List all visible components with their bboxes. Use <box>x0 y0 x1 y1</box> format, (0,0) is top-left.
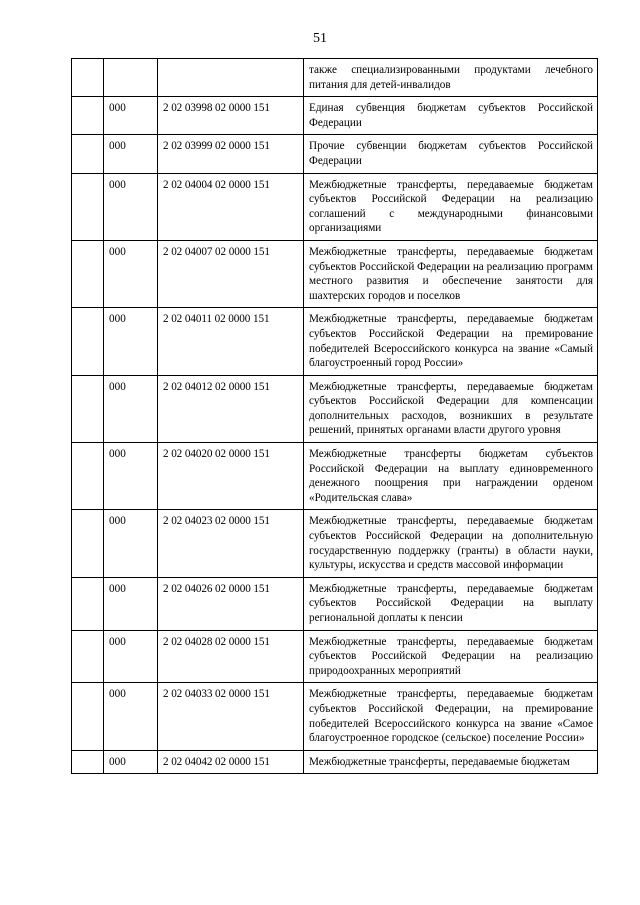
budget-code-cell <box>158 59 304 97</box>
table-row <box>72 443 598 510</box>
description-cell: Межбюджетные трансферты, передаваемые бюджетам субъектов Российской Федерации на дополнительную государственную поддержку (гранты) в области науки, культуры, искусства и средств массовой информации <box>304 510 598 577</box>
table-row <box>72 683 598 750</box>
budget-code-cell: 2 02 04020 02 0000 151 <box>158 443 304 510</box>
budget-code-cell: 2 02 04042 02 0000 151 <box>158 750 304 774</box>
budget-code-cell: 2 02 04033 02 0000 151 <box>158 683 304 750</box>
table-row <box>72 510 598 577</box>
admin-code-cell: 000 <box>104 443 158 510</box>
admin-code-cell: 000 <box>104 173 158 240</box>
description-cell: Межбюджетные трансферты, передаваемые бюджетам субъектов Российской Федерации на реализацию соглашений с международными финансовыми организациями <box>304 173 598 240</box>
table-row <box>72 135 598 173</box>
description-cell: Межбюджетные трансферты, передаваемые бюджетам субъектов Российской Федерации, на премирование победителей Всероссийского конкурса на звание «Самое благоустроенное городское (сельское) поселение России» <box>304 683 598 750</box>
empty-cell <box>72 683 104 750</box>
empty-cell <box>72 135 104 173</box>
budget-classification-table <box>71 58 598 774</box>
table-row <box>72 630 598 683</box>
budget-code-cell: 2 02 03998 02 0000 151 <box>158 97 304 135</box>
budget-code-cell: 2 02 04007 02 0000 151 <box>158 240 304 307</box>
admin-code-cell: 000 <box>104 683 158 750</box>
admin-code-cell: 000 <box>104 97 158 135</box>
table-row <box>72 308 598 375</box>
table-row <box>72 97 598 135</box>
description-cell: Межбюджетные трансферты, передаваемые бюджетам субъектов Российской Федерации на выплату региональной доплаты к пенсии <box>304 577 598 630</box>
table-body <box>72 59 598 774</box>
empty-cell <box>72 375 104 442</box>
admin-code-cell: 000 <box>104 135 158 173</box>
empty-cell <box>72 59 104 97</box>
admin-code-cell: 000 <box>104 750 158 774</box>
page-number: 51 <box>313 31 327 46</box>
table-row <box>72 59 598 97</box>
budget-code-cell: 2 02 04004 02 0000 151 <box>158 173 304 240</box>
table-row <box>72 375 598 442</box>
description-cell: Межбюджетные трансферты бюджетам субъектов Российской Федерации на выплату единовременного денежного поощрения при награждении орденом «Родительская слава» <box>304 443 598 510</box>
budget-code-cell: 2 02 04011 02 0000 151 <box>158 308 304 375</box>
budget-code-cell: 2 02 04026 02 0000 151 <box>158 577 304 630</box>
admin-code-cell: 000 <box>104 308 158 375</box>
description-cell: Единая субвенция бюджетам субъектов Российской Федерации <box>304 97 598 135</box>
table-row <box>72 577 598 630</box>
budget-code-cell: 2 02 04023 02 0000 151 <box>158 510 304 577</box>
empty-cell <box>72 443 104 510</box>
empty-cell <box>72 240 104 307</box>
description-cell: Межбюджетные трансферты, передаваемые бюджетам субъектов Российской Федерации на премирование победителей Всероссийского конкурса на звание «Самый благоустроенный город России» <box>304 308 598 375</box>
empty-cell <box>72 630 104 683</box>
admin-code-cell: 000 <box>104 240 158 307</box>
empty-cell <box>72 577 104 630</box>
budget-code-cell: 2 02 03999 02 0000 151 <box>158 135 304 173</box>
description-cell: Прочие субвенции бюджетам субъектов Российской Федерации <box>304 135 598 173</box>
budget-code-cell: 2 02 04028 02 0000 151 <box>158 630 304 683</box>
description-cell: Межбюджетные трансферты, передаваемые бюджетам <box>304 750 598 774</box>
table-row <box>72 240 598 307</box>
empty-cell <box>72 308 104 375</box>
description-cell: Межбюджетные трансферты, передаваемые бюджетам субъектов Российской Федерации для компенсации дополнительных расходов, возникших в результате решений, принятых органами власти другого уровня <box>304 375 598 442</box>
empty-cell <box>72 750 104 774</box>
budget-code-cell: 2 02 04012 02 0000 151 <box>158 375 304 442</box>
description-cell: Межбюджетные трансферты, передаваемые бюджетам субъектов Российской Федерации на реализацию программ местного развития и обеспечение занятости для шахтерских городов и поселков <box>304 240 598 307</box>
empty-cell <box>72 510 104 577</box>
description-cell: также специализированными продуктами лечебного питания для детей-инвалидов <box>304 59 598 97</box>
description-cell: Межбюджетные трансферты, передаваемые бюджетам субъектов Российской Федерации на реализацию природоохранных мероприятий <box>304 630 598 683</box>
empty-cell <box>72 97 104 135</box>
admin-code-cell: 000 <box>104 510 158 577</box>
admin-code-cell: 000 <box>104 375 158 442</box>
admin-code-cell: 000 <box>104 630 158 683</box>
admin-code-cell <box>104 59 158 97</box>
table-row <box>72 173 598 240</box>
empty-cell <box>72 173 104 240</box>
table-row <box>72 750 598 774</box>
admin-code-cell: 000 <box>104 577 158 630</box>
